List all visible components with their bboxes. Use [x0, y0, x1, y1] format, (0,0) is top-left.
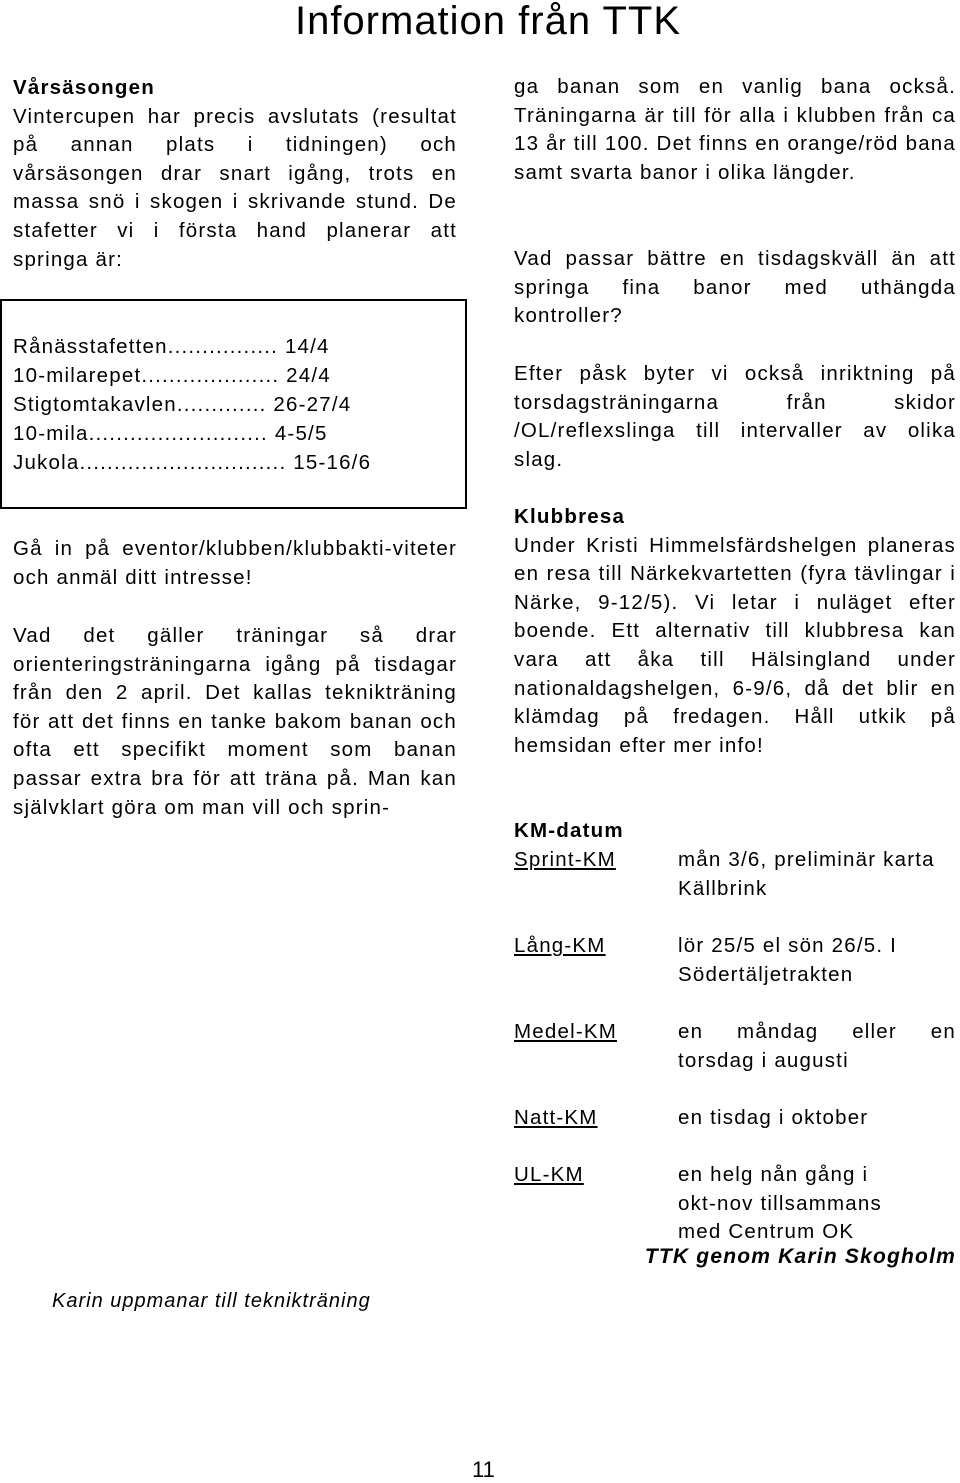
relay-name: Stigtomtakavlen [13, 393, 177, 416]
club-trip-text: Under Kristi Himmelsfärdshelgen planeras en resa till Närkekvartetten (fyra tävlingar i Närke, 9-12/5). Vi letar i nuläget efter boende. Ett alternativ till klubbresa kan vara att åka till Hälsingland under nationaldagshelgen, 6-9/6, då det blir en klämdag på fredagen. Håll utkik på hemsidan efter mer info! [514, 533, 956, 757]
relay-name: Rånässtafetten [13, 335, 168, 358]
relay-date: 26-27/4 [266, 393, 352, 416]
relay-schedule-list [13, 332, 453, 477]
signature: TTK genom Karin Skogholm [644, 1245, 956, 1268]
spring-season-heading: Vårsäsongen [13, 76, 155, 99]
relay-name: 10-milarepet [13, 364, 142, 387]
relay-date: 14/4 [278, 335, 330, 358]
relay-row [13, 332, 453, 361]
relay-dots: ............. [176, 393, 267, 416]
km-value: en måndag eller en torsdag i augusti [678, 1020, 956, 1072]
km-label: Sprint-KM [514, 848, 616, 871]
relay-name: 10-mila [13, 422, 89, 445]
training-paragraph: Vad det gäller träningar så drar orienteringsträningarna igång på tisdagar från den 2 april. Det kallas teknikträning för att det finns en tanke bakom banan och ofta ett specifikt moment som banan passar extra bra för att träna på. Man kan självklart göra om man vill och sprin- [13, 624, 457, 819]
relay-name: Jukola [13, 451, 80, 474]
km-label: UL-KM [514, 1163, 584, 1186]
page-title: Information från TTK [294, 0, 682, 43]
relay-row [13, 361, 453, 390]
easter-paragraph: Efter påsk byter vi också inriktning på torsdagsträningarna från skidor /OL/reflexslinga till intervaller av olika slag. [514, 362, 956, 471]
club-trip-section [514, 503, 956, 760]
km-heading: KM-datum [514, 819, 624, 842]
km-label: Medel-KM [514, 1020, 618, 1043]
relay-dots: .................... [141, 364, 280, 387]
relay-row [13, 390, 453, 419]
relay-row [13, 448, 453, 477]
relay-date: 4-5/5 [267, 422, 328, 445]
relay-dots: ................ [167, 335, 279, 358]
km-value: lör 25/5 el sön 26/5. I Södertäljetrakten [678, 934, 898, 986]
question-paragraph: Vad passar bättre en tisdagskväll än att springa fina banor med uthängda kontroller? [514, 247, 956, 328]
eventor-paragraph: Gå in på eventor/klubben/klubbakti-viteter och anmäl ditt intresse! [13, 537, 457, 589]
page-number: 11 [472, 1457, 495, 1482]
km-value: en helg nån gång i okt-nov tillsammans med Centrum OK [678, 1163, 882, 1244]
km-value: en tisdag i oktober [678, 1106, 869, 1129]
km-value: mån 3/6, preliminär karta Källbrink [678, 848, 935, 900]
image-caption: Karin uppmanar till teknikträning [52, 1290, 371, 1312]
relay-row [13, 419, 453, 448]
spring-season-section [13, 74, 457, 274]
km-label: Lång-KM [514, 934, 606, 957]
spring-season-intro: Vintercupen har precis avslutats (resultat på annan plats i tidningen) och vårsäsongen drar snart igång, trots en massa snö i skogen i skrivande stund. De stafetter vi i första hand planerar att springa är: [13, 104, 457, 271]
relay-dots: .......................... [88, 422, 268, 445]
relay-date: 24/4 [279, 364, 331, 387]
training-continuation-paragraph: ga banan som en vanlig bana också. Träningarna är till för alla i klubben från ca 13 år till 100. Det finns en orange/röd bana samt svarta banor i olika längder. [514, 75, 956, 184]
relay-date: 15-16/6 [286, 451, 372, 474]
relay-dots: .............................. [79, 451, 287, 474]
club-trip-heading: Klubbresa [514, 505, 626, 528]
km-label: Natt-KM [514, 1106, 598, 1129]
